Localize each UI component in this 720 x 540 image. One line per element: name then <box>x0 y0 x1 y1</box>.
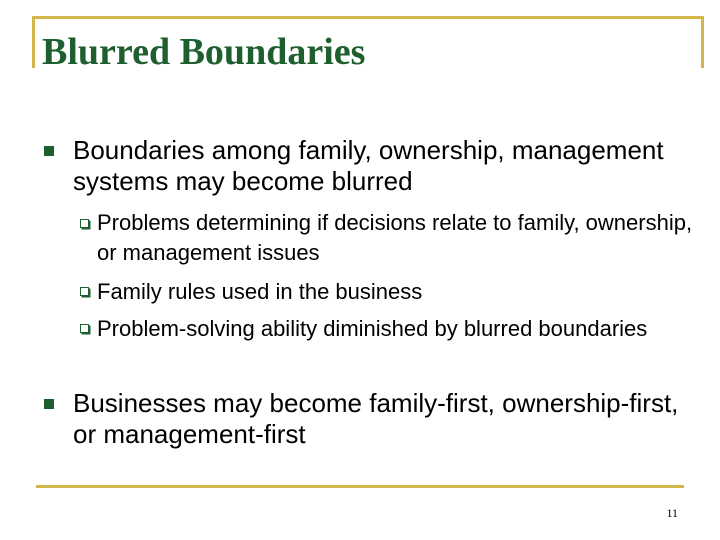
frame-right-line <box>701 16 704 68</box>
page-number: 11 <box>666 506 678 520</box>
sub-bullet-text: Problem-solving ability diminished by blurred boundaries <box>97 316 648 341</box>
footer-line <box>36 485 684 488</box>
sub-bullet-text: Family rules used in the business <box>97 279 423 304</box>
square-bullet-icon <box>44 146 54 156</box>
square-bullet-icon <box>44 399 54 409</box>
bullet-text: Businesses may become family-first, ownership-first, or management-first <box>73 388 679 449</box>
slide-title: Blurred Boundaries <box>42 31 366 73</box>
checkbox-bullet-icon <box>80 287 89 296</box>
checkbox-bullet-icon <box>80 324 89 333</box>
frame-left-line <box>32 16 35 68</box>
frame-top-line <box>32 16 704 19</box>
sub-bullet-text: Problems determining if decisions relate to family, ownership, or management issues <box>97 210 693 265</box>
checkbox-bullet-icon <box>80 219 89 228</box>
bullet-text: Boundaries among family, ownership, management systems may become blurred <box>73 135 664 196</box>
